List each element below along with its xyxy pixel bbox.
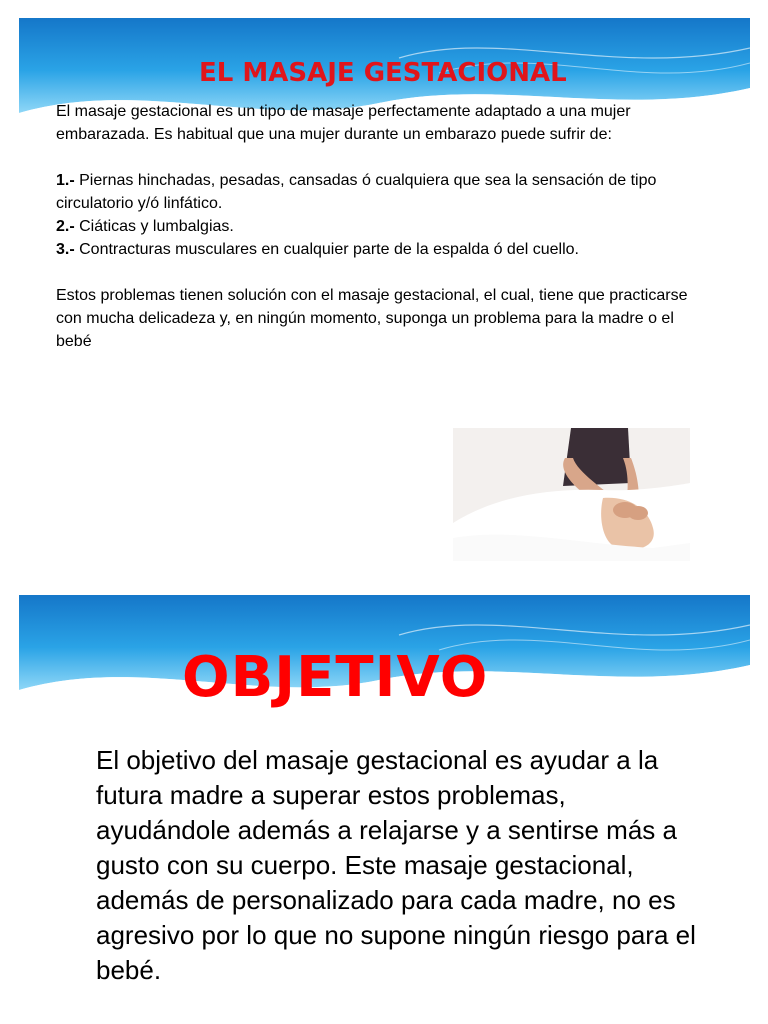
list-item: 3.- Contracturas musculares en cualquier parte de la espalda ó del cuello. bbox=[56, 241, 579, 258]
intro-paragraph: El masaje gestacional es un tipo de masaje perfectamente adaptado a una mujer embarazada. Es habitual que una mujer durante un embarazo puede sufrir de: bbox=[56, 103, 631, 143]
slide-1-body bbox=[56, 100, 696, 353]
conclusion-paragraph: Estos problemas tienen solución con el masaje gestacional, el cual, tiene que practicarse con mucha delicadeza y, en ningún momento, suponga un problema para la madre o el bebé bbox=[56, 287, 688, 350]
slide-2 bbox=[19, 595, 750, 1024]
slide-2-body: El objetivo del masaje gestacional es ayudar a la futura madre a superar estos problemas, ayudándole además a relajarse y a sentirse más a gusto con su cuerpo. Este masaje gestacional, además de personalizado para cada madre, no es agresivo por lo que no supone ningún riesgo para el bebé. bbox=[96, 745, 696, 985]
list-item: 2.- Ciáticas y lumbalgias. bbox=[56, 218, 234, 235]
slide-2-title: OBJETIVO bbox=[182, 645, 489, 710]
slide-1-title: EL MASAJE GESTACIONAL bbox=[199, 58, 567, 88]
prenatal-massage-photo bbox=[453, 428, 690, 561]
slide-1 bbox=[19, 18, 750, 578]
list-item: 1.- Piernas hinchadas, pesadas, cansadas ó cualquiera que sea la sensación de tipo circulatorio y/ó linfático. bbox=[56, 172, 657, 212]
